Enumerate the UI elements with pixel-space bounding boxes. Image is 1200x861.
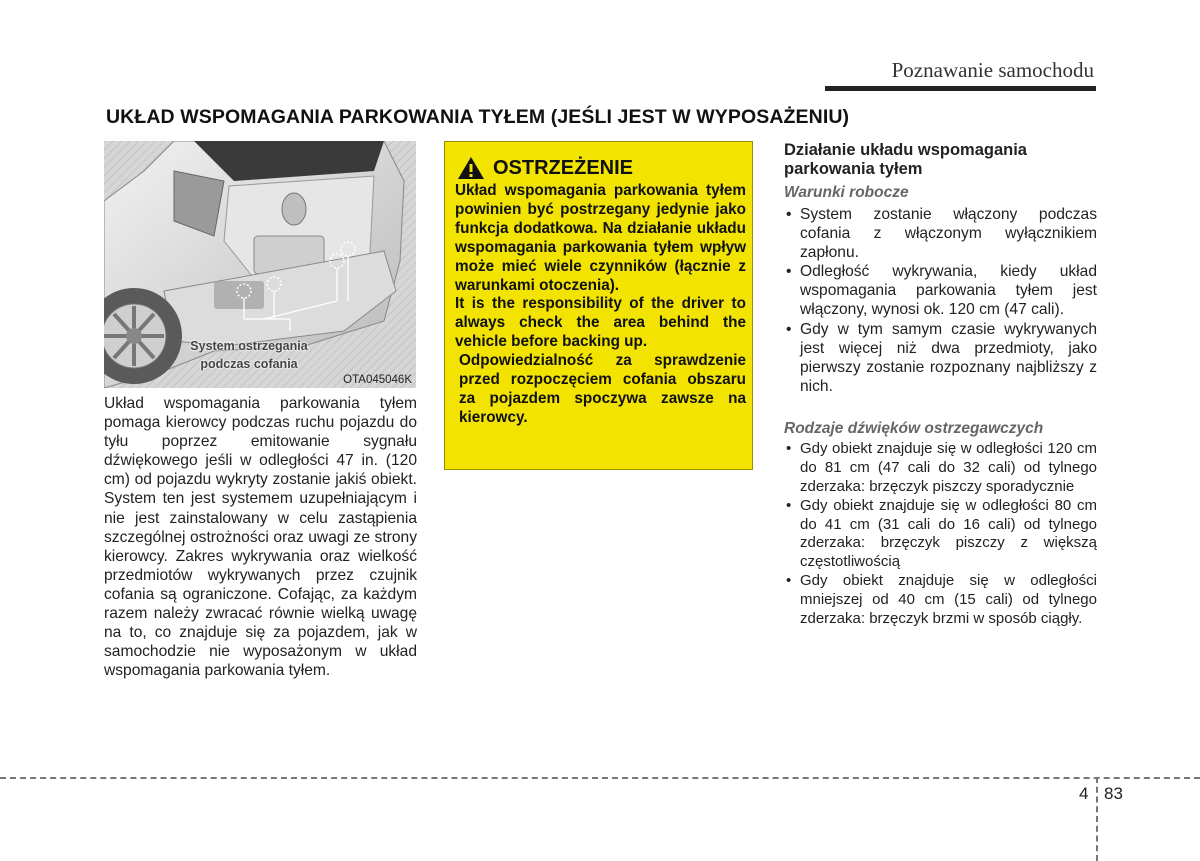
footer-vertical-divider	[1096, 777, 1098, 861]
list-item: • Odległość wykrywania, kiedy układ wspomagania parkowania tyłem jest włączony, wynosi ok. 120 cm (47 cali).	[784, 262, 1097, 319]
figure-caption	[176, 337, 322, 373]
page-number: 83	[1104, 784, 1123, 803]
list-item: • Gdy w tym samym czasie wykrywanych jest więcej niż dwa przedmioty, jako pierwszy zostanie rozpoznany najbliższy z nich.	[784, 320, 1097, 396]
operating-conditions-list	[784, 205, 1097, 396]
footer-divider	[0, 777, 1200, 779]
warning-paragraph-3: Odpowiedzialność za sprawdzenie przed rozpoczęciem cofania obszaru za pojazdem spoczywa zawsze na kierowcy.	[459, 352, 746, 426]
section-title: UKŁAD WSPOMAGANIA PARKOWANIA TYŁEM (JEŚLI JEST W WYPOSAŻENIU)	[106, 106, 850, 128]
list-item: • Gdy obiekt znajduje się w odległości 120 cm do 81 cm (47 cali do 32 cali) od tylnego zderzaka: brzęczyk piszczy sporadycznie	[784, 440, 1097, 497]
figure-code: OTA045046K	[343, 374, 412, 386]
warning-heading	[457, 156, 633, 180]
warning-body	[455, 182, 746, 428]
intro-paragraph: Układ wspomagania parkowania tyłem pomaga kierowcy podczas ruchu pojazdu do tyłu poprzez emitowanie sygnału dźwiękowego jeśli w odległości 47 in. (120 cm) od pojazdu wykryty zostanie jakiś obiekt. System ten jest systemem uzupełniającym i nie jest zainstalowany w celu zastąpienia szczególnej ostrożności oraz uwagi ze strony kierowcy. Zakres wykrywania oraz wielkość przedmiotów wykrywanych przez czujnik cofania są ograniczone. Cofając, za każdym razem należy zwracać równie wielką uwagę na to, co znajduje się za pojazdem, jak w samochodzie nie wyposażonym w układ wspomagania parkowania tyłem.	[104, 395, 417, 680]
figure-caption-line2: podczas cofania	[200, 357, 298, 371]
header-rule	[825, 86, 1096, 91]
running-header: Poznawanie samochodu	[891, 58, 1094, 82]
list-item: • Gdy obiekt znajduje się w odległości 80 cm do 41 cm (31 cali do 16 cali) od tylnego zderzaka: brzęczyk piszczy z większą częstotliwością	[784, 497, 1097, 573]
warning-triangle-icon	[457, 156, 485, 180]
list-item: • Gdy obiekt znajduje się w odległości mniejszej od 40 cm (15 cali) od tylnego zderzaka: brzęczyk brzmi w sposób ciągły.	[784, 572, 1097, 629]
warning-box	[444, 141, 753, 470]
chapter-number: 4	[1079, 784, 1089, 803]
warning-paragraph-1: Układ wspomagania parkowania tyłem powinien być postrzegany jedynie jako funkcja dodatkowa. Na działanie układu wspomagania parkowania tyłem wpływ może mieć wiele czynników (łącznie z warunkami otoczenia).	[455, 182, 746, 294]
warning-sounds-list	[784, 440, 1097, 629]
list-item: • System zostanie włączony podczas cofania z włączonym wyłącznikiem zapłonu.	[784, 205, 1097, 262]
warning-paragraph-2: It is the responsibility of the driver to always check the area behind the vehicle before backing up.	[455, 295, 746, 351]
figure-caption-line1: System ostrzegania	[190, 339, 308, 353]
operating-conditions-heading: Warunki robocze	[784, 184, 909, 201]
warning-sounds-heading: Rodzaje dźwięków ostrzegawczych	[784, 419, 1044, 437]
operation-title: Działanie układu wspomagania parkowania tyłem	[784, 141, 1027, 178]
warning-title: OSTRZEŻENIE	[493, 156, 634, 179]
right-column	[784, 141, 1097, 629]
figure-rear-parking-sensors	[104, 141, 416, 388]
